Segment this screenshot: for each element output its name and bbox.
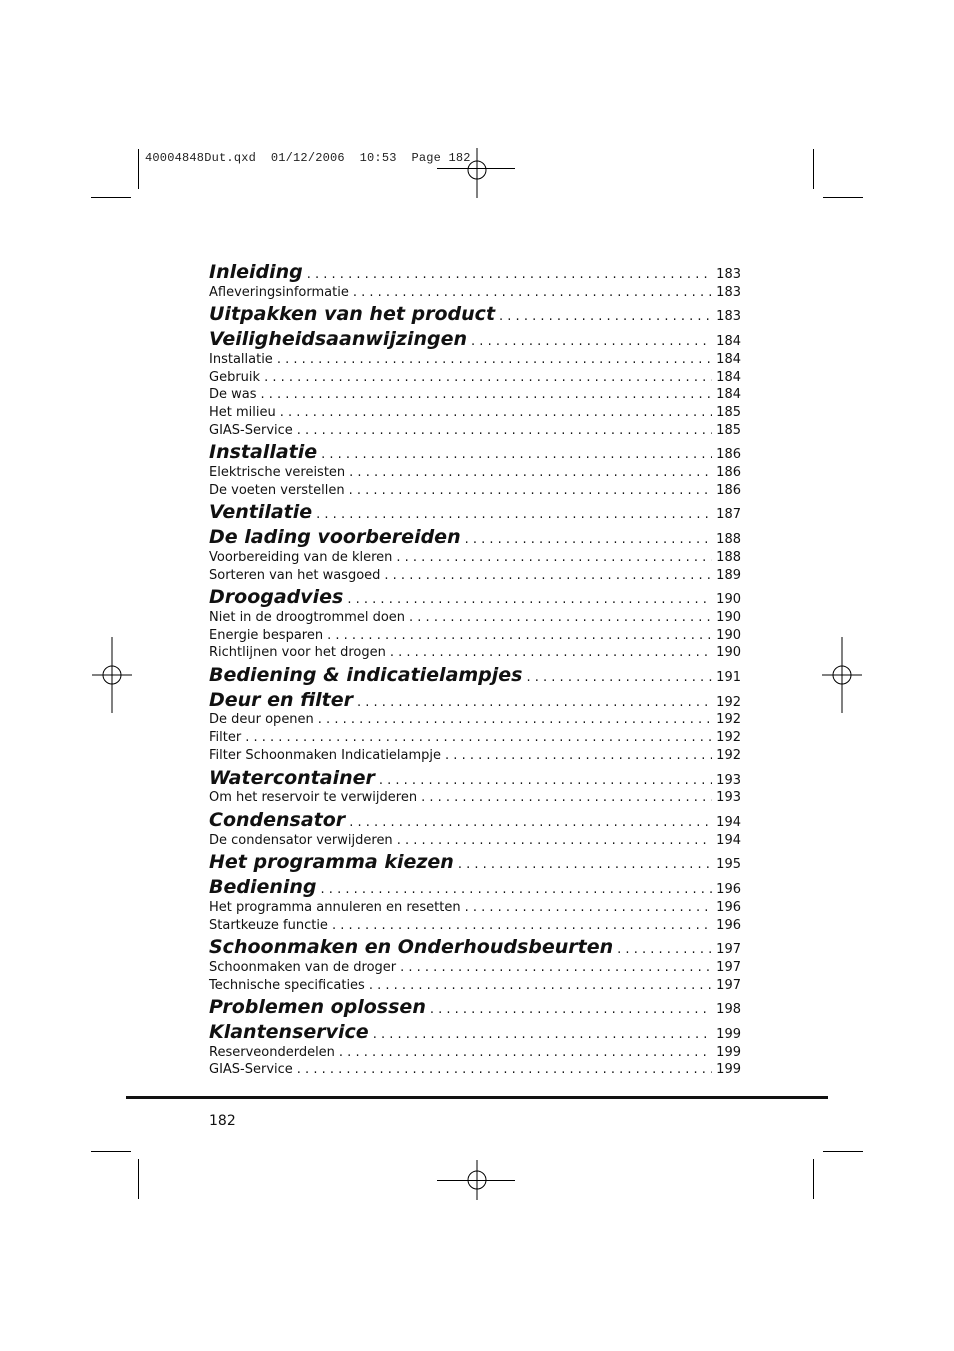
toc-page-number: 190: [716, 592, 741, 608]
crop-mark: [138, 1159, 139, 1199]
toc-entry: [209, 549, 741, 567]
footer-rule: [126, 1096, 828, 1099]
toc-title: Energie besparen: [209, 627, 324, 643]
toc-page-number: 186: [716, 465, 741, 481]
registration-mark-icon: [465, 1160, 489, 1200]
print-slug: 40004848Dut.qxd 01/12/2006 10:53 Page 182: [145, 151, 471, 165]
table-of-contents: [209, 262, 741, 1079]
toc-heading: [209, 852, 741, 874]
dot-leader: [445, 749, 712, 762]
toc-heading: [209, 442, 741, 464]
dot-leader: [277, 353, 712, 366]
dot-leader: [349, 816, 712, 829]
toc-page-number: 199: [716, 1044, 741, 1060]
toc-heading: [209, 690, 741, 712]
registration-mark-icon: [92, 637, 132, 713]
crop-mark: [91, 197, 131, 198]
toc-page-number: 199: [716, 1062, 741, 1078]
toc-page-number: 193: [716, 790, 741, 806]
toc-title: Droogadvies: [209, 586, 344, 609]
toc-entry: [209, 482, 741, 500]
toc-page-number: 190: [716, 627, 741, 643]
toc-page-number: 192: [716, 712, 741, 728]
dot-leader: [307, 268, 712, 281]
toc-page-number: 184: [716, 387, 741, 403]
dot-leader: [245, 731, 712, 744]
toc-page-number: 198: [716, 1002, 741, 1018]
dot-leader: [353, 286, 712, 299]
toc-title: Uitpakken van het product: [209, 303, 496, 326]
toc-page-number: 192: [716, 730, 741, 746]
toc-page-number: 186: [716, 482, 741, 498]
crop-mark: [138, 149, 139, 189]
toc-title: Condensator: [209, 808, 346, 831]
dot-leader: [617, 943, 712, 956]
dot-leader: [369, 979, 712, 992]
page-number: 182: [209, 1113, 236, 1129]
dot-leader: [332, 919, 712, 932]
toc-page-number: 194: [716, 814, 741, 830]
dot-leader: [318, 713, 712, 726]
toc-entry: [209, 422, 741, 440]
toc-entry: [209, 284, 741, 302]
toc-page-number: 183: [716, 309, 741, 325]
dot-leader: [321, 448, 712, 461]
toc-title: Reserveonderdelen: [209, 1044, 335, 1060]
dot-leader: [327, 629, 712, 642]
toc-heading: [209, 768, 741, 790]
toc-heading: [209, 1022, 741, 1044]
toc-page-number: 184: [716, 351, 741, 367]
toc-title: De voeten verstellen: [209, 482, 345, 498]
toc-title: Elektrische vereisten: [209, 465, 346, 481]
toc-entry: [209, 351, 741, 369]
dot-leader: [339, 1046, 712, 1059]
toc-title: Schoonmaken van de droger: [209, 959, 397, 975]
dot-leader: [465, 901, 713, 914]
toc-title: Het milieu: [209, 404, 276, 420]
toc-title: Niet in de droogtrommel doen: [209, 609, 406, 625]
toc-title: Schoonmaken en Onderhoudsbeurten: [209, 936, 614, 959]
toc-page-number: 192: [716, 694, 741, 710]
toc-title: Filter: [209, 730, 242, 746]
toc-entry: [209, 1044, 741, 1062]
toc-entry: [209, 609, 741, 627]
toc-page-number: 186: [716, 447, 741, 463]
toc-entry: [209, 404, 741, 422]
dot-leader: [297, 424, 712, 437]
toc-heading: [209, 877, 741, 899]
toc-entry: [209, 464, 741, 482]
dot-leader: [458, 858, 712, 871]
toc-page-number: 191: [716, 670, 741, 686]
toc-title: Afleveringsinformatie: [209, 284, 349, 300]
toc-entry: [209, 899, 741, 917]
dot-leader: [357, 696, 712, 709]
toc-entry: [209, 977, 741, 995]
dot-leader: [397, 834, 712, 847]
dot-leader: [527, 671, 713, 684]
toc-page-number: 194: [716, 832, 741, 848]
toc-title: Problemen oplossen: [209, 996, 426, 1019]
toc-page-number: 188: [716, 549, 741, 565]
dot-leader: [409, 611, 712, 624]
toc-entry: [209, 1061, 741, 1079]
toc-title: De condensator verwijderen: [209, 832, 393, 848]
dot-leader: [396, 551, 712, 564]
toc-entry: [209, 627, 741, 645]
toc-title: Veiligheidsaanwijzingen: [209, 328, 468, 351]
toc-page-number: 184: [716, 369, 741, 385]
toc-page-number: 190: [716, 645, 741, 661]
toc-title: Filter Schoonmaken Indicatielampje: [209, 747, 442, 763]
crop-mark: [823, 1151, 863, 1152]
toc-title: De lading voorbereiden: [209, 526, 461, 549]
toc-page-number: 184: [716, 334, 741, 350]
dot-leader: [384, 569, 712, 582]
dot-leader: [347, 593, 712, 606]
dot-leader: [421, 791, 712, 804]
toc-heading: [209, 304, 741, 326]
dot-leader: [471, 335, 712, 348]
dot-leader: [499, 310, 712, 323]
toc-entry: [209, 832, 741, 850]
toc-page-number: 190: [716, 609, 741, 625]
toc-title: Bediening & indicatielampjes: [209, 664, 523, 687]
dot-leader: [261, 388, 713, 401]
dot-leader: [264, 371, 712, 384]
toc-page-number: 183: [716, 267, 741, 282]
toc-title: Sorteren van het wasgoed: [209, 567, 381, 583]
toc-heading: [209, 262, 741, 284]
toc-title: Installatie: [209, 441, 318, 464]
toc-entry: [209, 747, 741, 765]
toc-heading: [209, 937, 741, 959]
toc-title: Klantenservice: [209, 1021, 369, 1044]
registration-mark-icon: [465, 148, 489, 198]
toc-page-number: 197: [716, 942, 741, 958]
toc-title: Technische specificaties: [209, 977, 365, 993]
crop-mark: [91, 1151, 131, 1152]
toc-page-number: 199: [716, 1027, 741, 1043]
toc-heading: [209, 587, 741, 609]
toc-title: Installatie: [209, 351, 273, 367]
crop-mark: [823, 197, 863, 198]
toc-heading: [209, 329, 741, 351]
toc-heading: [209, 665, 741, 687]
dot-leader: [297, 1063, 712, 1076]
toc-title: GIAS-Service: [209, 422, 293, 438]
toc-page-number: 189: [716, 567, 741, 583]
dot-leader: [379, 774, 712, 787]
toc-title: Voorbereiding van de kleren: [209, 549, 393, 565]
toc-title: Gebruik: [209, 369, 261, 385]
crop-mark: [813, 149, 814, 189]
toc-page-number: 192: [716, 747, 741, 763]
toc-entry: [209, 567, 741, 585]
toc-entry: [209, 386, 741, 404]
dot-leader: [321, 883, 713, 896]
toc-entry: [209, 789, 741, 807]
toc-title: Ventilatie: [209, 501, 313, 524]
dot-leader: [280, 406, 712, 419]
toc-page-number: 185: [716, 422, 741, 438]
toc-heading: [209, 810, 741, 832]
toc-entry: [209, 959, 741, 977]
toc-title: Inleiding: [209, 261, 303, 283]
toc-entry: [209, 644, 741, 662]
toc-page-number: 197: [716, 977, 741, 993]
toc-title: De was: [209, 387, 257, 403]
toc-page-number: 187: [716, 507, 741, 523]
toc-page-number: 183: [716, 284, 741, 300]
toc-entry: [209, 917, 741, 935]
dot-leader: [349, 484, 713, 497]
toc-page-number: 196: [716, 882, 741, 898]
toc-title: De deur openen: [209, 712, 314, 728]
toc-title: Het programma annuleren en resetten: [209, 899, 461, 915]
toc-page-number: 188: [716, 532, 741, 548]
toc-title: Startkeuze functie: [209, 917, 328, 933]
toc-title: Deur en filter: [209, 688, 354, 711]
dot-leader: [349, 466, 712, 479]
toc-entry: [209, 369, 741, 387]
toc-page-number: 197: [716, 959, 741, 975]
crop-mark: [813, 1159, 814, 1199]
toc-page-number: 196: [716, 899, 741, 915]
toc-title: Het programma kiezen: [209, 851, 454, 874]
toc-heading: [209, 997, 741, 1019]
toc-title: Watercontainer: [209, 766, 375, 789]
dot-leader: [373, 1028, 712, 1041]
toc-title: GIAS-Service: [209, 1062, 293, 1078]
toc-page-number: 195: [716, 857, 741, 873]
toc-entry: [209, 729, 741, 747]
toc-page-number: 193: [716, 772, 741, 788]
dot-leader: [316, 508, 712, 521]
toc-title: Bediening: [209, 876, 317, 899]
toc-title: Om het reservoir te verwijderen: [209, 790, 418, 806]
dot-leader: [465, 533, 713, 546]
toc-page-number: 185: [716, 404, 741, 420]
toc-page-number: 196: [716, 917, 741, 933]
dot-leader: [430, 1003, 712, 1016]
toc-title: Richtlijnen voor het drogen: [209, 645, 386, 661]
toc-entry: [209, 711, 741, 729]
dot-leader: [390, 646, 712, 659]
dot-leader: [400, 961, 712, 974]
toc-heading: [209, 502, 741, 524]
registration-mark-icon: [822, 637, 862, 713]
toc-heading: [209, 527, 741, 549]
